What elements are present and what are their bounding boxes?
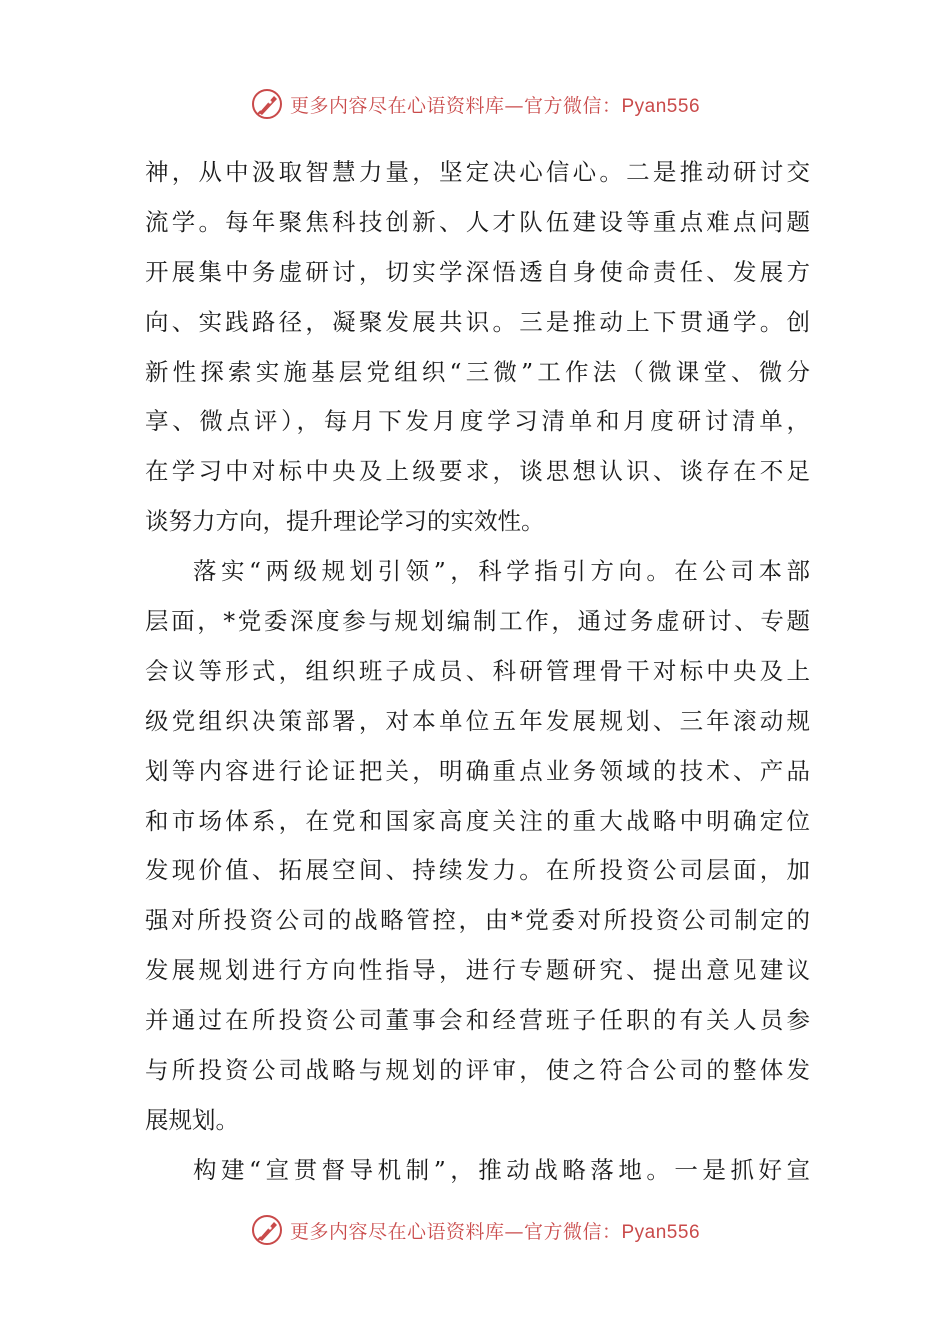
watermark-brand: 更多内容尽在心语资料库 [289, 94, 505, 117]
watermark-text [290, 91, 700, 118]
paragraph-first-line: 落实“两级规划引领”，科学指引方向。在公司本部 [193, 557, 810, 586]
body-line: 层面，*党委深度参与规划编制工作，通过务虚研讨、专题 [145, 607, 810, 636]
body-line: 强对所投资公司的战略管控，由*党委对所投资公司制定的 [145, 906, 810, 935]
watermark-brand: 更多内容尽在心语资料库 [289, 1220, 505, 1243]
pen-nib-circle-icon [250, 1213, 284, 1247]
body-line: 在学习中对标中央及上级要求，谈思想认识、谈存在不足 [145, 457, 810, 486]
watermark-separator: — [504, 1220, 524, 1243]
body-line: 谈努力方向，提升理论学习的实效性。 [145, 507, 545, 536]
body-line: 向、实践路径，凝聚发展共识。三是推动上下贯通学。创 [145, 307, 810, 336]
body-line: 级党组织决策部署，对本单位五年发展规划、三年滚动规 [145, 706, 810, 735]
body-line: 发展规划进行方向性指导，进行专题研究、提出意见建议 [145, 956, 810, 985]
pen-nib-circle-icon [250, 87, 284, 121]
footer-watermark [0, 1210, 950, 1250]
watermark-official: 官方微信： [523, 1220, 622, 1243]
watermark-text [290, 1217, 700, 1244]
document-body [145, 148, 810, 1196]
body-line: 神，从中汲取智慧力量，坚定决心信心。二是推动研讨交 [145, 158, 810, 186]
body-line: 与所投资公司战略与规划的评审，使之符合公司的整体发 [145, 1056, 810, 1085]
watermark-id: Pyan556 [621, 1221, 701, 1243]
body-line: 并通过在所投资公司董事会和经营班子任职的有关人员参 [145, 1006, 810, 1035]
body-line: 享、微点评），每月下发月度学习清单和月度研讨清单， [145, 407, 810, 436]
body-line: 流学。每年聚焦科技创新、人才队伍建设等重点难点问题 [145, 207, 810, 236]
body-line: 发现价值、拓展空间、持续发力。在所投资公司层面，加 [145, 856, 810, 885]
body-line: 开展集中务虚研讨，切实学深悟透自身使命责任、发展方 [145, 257, 810, 286]
watermark-official: 官方微信： [523, 94, 622, 117]
watermark-separator: — [504, 94, 524, 117]
body-line: 划等内容进行论证把关，明确重点业务领域的技术、产品 [145, 756, 810, 785]
body-line: 和市场体系，在党和国家高度关注的重大战略中明确定位 [145, 806, 810, 835]
header-watermark [0, 84, 950, 124]
paragraph-first-line: 构建“宣贯督导机制”，推动战略落地。一是抓好宣 [193, 1155, 810, 1184]
watermark-id: Pyan556 [621, 95, 701, 117]
body-line: 会议等形式，组织班子成员、科研管理骨干对标中央及上 [145, 656, 810, 685]
body-line: 展规划。 [145, 1105, 239, 1134]
body-line: 新性探索实施基层党组织“三微”工作法（微课堂、微分 [145, 357, 810, 386]
